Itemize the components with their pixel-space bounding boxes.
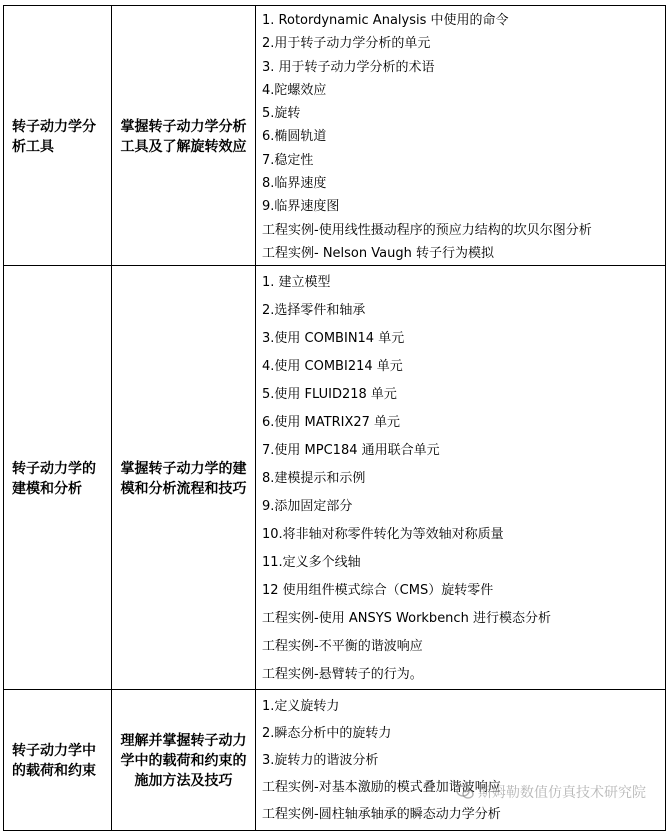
list-item: 6.椭圆轨道 bbox=[262, 129, 327, 145]
topic-text: 转子动力学分析工具 bbox=[12, 118, 96, 155]
watermark bbox=[456, 782, 646, 802]
items-cell bbox=[256, 690, 666, 831]
topic-cell bbox=[4, 266, 112, 690]
list-item: 8.建模提示和示例 bbox=[262, 471, 366, 487]
table-row bbox=[4, 690, 666, 831]
list-item: 1. Rotordynamic Analysis 中使用的命令 bbox=[262, 13, 509, 28]
items-cell bbox=[256, 6, 666, 266]
list-item: 1.定义旋转力 bbox=[262, 699, 340, 715]
list-item: 8.临界速度 bbox=[262, 176, 327, 192]
list-item: 5.使用 FLUID218 单元 bbox=[262, 387, 397, 403]
item-list bbox=[256, 266, 665, 689]
list-item: 9.添加固定部分 bbox=[262, 499, 353, 515]
list-item: 1. 建立模型 bbox=[262, 275, 331, 291]
list-item: 3.使用 COMBIN14 单元 bbox=[262, 331, 405, 347]
goal-cell bbox=[112, 6, 256, 266]
list-item: 11.定义多个线轴 bbox=[262, 555, 361, 571]
goal-cell bbox=[112, 266, 256, 690]
list-item: 3. 用于转子动力学分析的术语 bbox=[262, 59, 435, 75]
table-row bbox=[4, 6, 666, 266]
list-item: 9.临界速度图 bbox=[262, 199, 340, 215]
list-item: 7.使用 MPC184 通用联合单元 bbox=[262, 443, 440, 459]
list-item: 10.将非轴对称零件转化为等效轴对称质量 bbox=[262, 527, 504, 543]
topic-text: 转子动力学的建模和分析 bbox=[12, 460, 96, 497]
goal-cell bbox=[112, 690, 256, 831]
goal-text: 理解并掌握转子动力学中的载荷和约束的施加方法及技巧 bbox=[120, 733, 247, 790]
wechat-icon bbox=[456, 785, 474, 799]
topic-cell bbox=[4, 6, 112, 266]
list-item: 2.选择零件和轴承 bbox=[262, 303, 366, 319]
topic-cell bbox=[4, 690, 112, 831]
list-item: 工程实例-悬臂转子的行为。 bbox=[262, 667, 423, 683]
list-item: 4.陀螺效应 bbox=[262, 82, 327, 98]
goal-text: 掌握转子动力学分析工具及了解旋转效应 bbox=[120, 118, 247, 155]
items-cell bbox=[256, 266, 666, 690]
course-outline-table bbox=[3, 5, 666, 831]
list-item: 工程实例-使用线性摄动程序的预应力结构的坎贝尔图分析 bbox=[262, 222, 592, 238]
watermark-text: 斯姆勒数值仿真技术研究院 bbox=[478, 785, 646, 801]
list-item: 2.瞬态分析中的旋转力 bbox=[262, 726, 392, 742]
list-item: 3.旋转力的谐波分析 bbox=[262, 753, 379, 769]
list-item: 6.使用 MATRIX27 单元 bbox=[262, 415, 401, 431]
goal-text: 掌握转子动力学的建模和分析流程和技巧 bbox=[120, 460, 247, 497]
list-item: 2.用于转子动力学分析的单元 bbox=[262, 36, 431, 52]
item-list bbox=[256, 6, 665, 265]
list-item: 12 使用组件模式综合（CMS）旋转零件 bbox=[262, 583, 494, 599]
list-item: 7.稳定性 bbox=[262, 152, 314, 168]
topic-text: 转子动力学中的载荷和约束 bbox=[12, 743, 96, 780]
list-item: 工程实例-使用 ANSYS Workbench 进行模态分析 bbox=[262, 611, 551, 627]
list-item: 工程实例-对基本激励的模式叠加谐波响应 bbox=[262, 780, 501, 796]
list-item: 工程实例-不平衡的谐波响应 bbox=[262, 639, 423, 655]
table-row bbox=[4, 266, 666, 690]
list-item: 4.使用 COMBI214 单元 bbox=[262, 359, 403, 375]
item-list bbox=[256, 690, 665, 828]
list-item: 工程实例- Nelson Vaugh 转子行为模拟 bbox=[262, 245, 494, 261]
list-item: 5.旋转 bbox=[262, 106, 301, 122]
list-item: 工程实例-圆柱轴承轴承的瞬态动力学分析 bbox=[262, 807, 501, 823]
